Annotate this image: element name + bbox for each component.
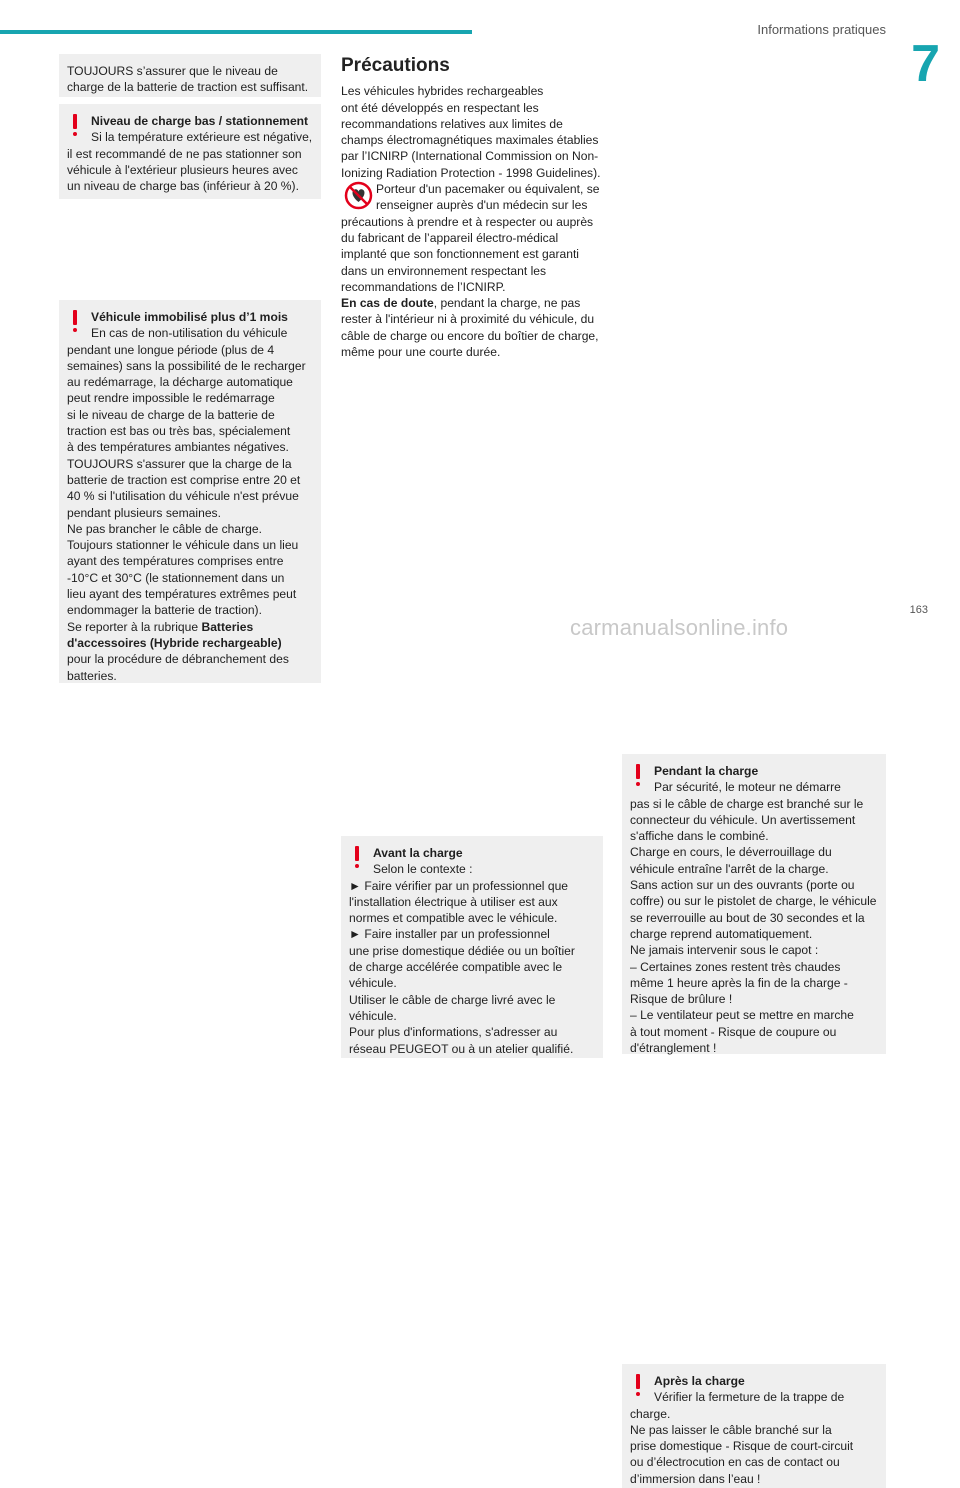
- text-line: pour la procédure de débranchement des: [67, 652, 289, 667]
- warning-box-low-charge: [59, 104, 321, 199]
- text-line: charge de la batterie de traction est suffisant.: [67, 80, 309, 95]
- text-line-with-ref: [67, 619, 313, 635]
- text-line: prise domestique - Risque de court-circuit: [630, 1439, 854, 1454]
- warning-box-before-charge: [341, 836, 603, 1058]
- text-line: Risque de brûlure !: [630, 992, 733, 1007]
- text-line: même 1 heure après la fin de la charge -: [630, 975, 848, 990]
- precautions-column: [341, 55, 603, 360]
- text-line: il est recommandé de ne pas stationner son: [67, 146, 302, 161]
- text-line: Porteur d'un pacemaker ou équivalent, se: [376, 182, 600, 197]
- text-line: réseau PEUGEOT ou à un atelier qualifié.: [349, 1041, 574, 1056]
- text-line: véhicule.: [349, 1008, 397, 1023]
- text-line: Charge en cours, le déverrouillage du: [630, 845, 832, 860]
- text-line: – Le ventilateur peut se mettre en marche: [630, 1008, 854, 1023]
- text-line: véhicule à l'extérieur plusieurs heures avec: [67, 162, 298, 177]
- warning-title: Pendant la charge: [654, 764, 759, 778]
- text-line: une prise domestique dédiée ou un boîtier: [349, 943, 575, 958]
- text-line: -10°C et 30°C (le stationnement dans un: [67, 570, 285, 585]
- text-line: pendant une longue période (plus de 4: [67, 342, 275, 357]
- text-line: – Certaines zones restent très chaudes: [630, 959, 841, 974]
- text-line: ayant des températures comprises entre: [67, 554, 284, 569]
- doubt-label: En cas de doute: [341, 296, 434, 311]
- warning-box-after-charge: [622, 1364, 886, 1488]
- page-number: 163: [909, 604, 928, 616]
- text-line: par l’ICNIRP (International Commission on Non-: [341, 149, 599, 164]
- text-line: lieu ayant des températures extrêmes peut: [67, 587, 297, 602]
- text-line: endommager la batterie de traction).: [67, 603, 262, 618]
- text-line: peut rendre impossible le redémarrage: [67, 391, 275, 406]
- text-line: coffre) ou sur le pistolet de charge, le véhicule: [630, 894, 877, 909]
- text-line: En cas de non-utilisation du véhicule: [91, 326, 288, 341]
- text-line: 40 % si l'utilisation du véhicule n'est prévue: [67, 489, 299, 504]
- exclamation-icon: [631, 764, 645, 790]
- warning-title: Après la charge: [654, 1374, 745, 1388]
- text-line: Les véhicules hybrides rechargeables: [341, 84, 544, 99]
- text-line: se reverrouille au bout de 30 secondes et la: [630, 910, 865, 925]
- text-line: Toujours stationner le véhicule dans un lieu: [67, 538, 299, 553]
- text-line: si le niveau de charge de la batterie de: [67, 407, 275, 422]
- text-line: Par sécurité, le moteur ne démarre: [654, 780, 841, 795]
- text-line: Ne pas brancher le câble de charge.: [67, 521, 262, 536]
- text-line: Vérifier la fermeture de la trappe de: [654, 1390, 845, 1405]
- text-line: normes et compatible avec le véhicule.: [349, 911, 558, 926]
- text-line: traction est bas ou très bas, spécialement: [67, 424, 291, 439]
- text-line: implanté que son fonctionnement est garanti: [341, 247, 579, 262]
- text-line: TOUJOURS s’assurer que le niveau de: [67, 64, 278, 78]
- text-line: batteries.: [67, 668, 117, 683]
- text-line: à tout moment - Risque de coupure ou: [630, 1024, 837, 1039]
- text-line: Si la température extérieure est négative,: [91, 130, 313, 145]
- text-line: ► Faire installer par un professionnel: [349, 927, 550, 942]
- text-line: champs électromagnétiques maximales établies: [341, 133, 599, 148]
- text-line: Ne pas laisser le câble branché sur la: [630, 1422, 832, 1437]
- text-line: charge reprend automatiquement.: [630, 926, 813, 941]
- text-line: pas si le câble de charge est branché sur le: [630, 796, 864, 811]
- text-line: TOUJOURS s'assurer que la charge de la: [67, 456, 292, 471]
- text-line: charge.: [630, 1406, 671, 1421]
- pacemaker-paragraph: [341, 181, 603, 295]
- text-span: Se reporter à la rubrique: [67, 619, 199, 634]
- text-line: l'installation électrique à utiliser est aux: [349, 894, 558, 909]
- section-reference: d'accessoires (Hybride rechargeable): [67, 635, 282, 650]
- text-line: véhicule.: [349, 976, 397, 991]
- text-line: câble de charge ou encore du boîtier de charge,: [341, 328, 599, 343]
- text-line: ou d’électrocution en cas de contact ou: [630, 1455, 840, 1470]
- text-line: batterie de traction est comprise entre 20 et: [67, 472, 301, 487]
- text-line: au redémarrage, la décharge automatique: [67, 375, 293, 390]
- text-line: semaines) sans la possibilité de le recharger: [67, 358, 306, 373]
- text-line: Selon le contexte :: [373, 862, 473, 877]
- info-box-charge-level: [59, 54, 321, 97]
- text-line: pendant plusieurs semaines.: [67, 505, 221, 520]
- text-line: rester à l'intérieur ni à proximité du véhicule, du: [341, 312, 595, 327]
- warning-title: Avant la charge: [373, 846, 463, 860]
- header-accent-bar: [0, 30, 472, 34]
- text-line: Pour plus d'informations, s'adresser au: [349, 1025, 558, 1040]
- text-line: Ne jamais intervenir sous le capot :: [630, 943, 819, 958]
- text-line: s'affiche dans le combiné.: [630, 829, 769, 844]
- text-line: Ionizing Radiation Protection - 1998 Guidelines).: [341, 165, 601, 180]
- exclamation-icon: [631, 1374, 645, 1400]
- text-line: ont été développés en respectant les: [341, 100, 539, 115]
- text-line: renseigner auprès d'un médecin sur les: [376, 198, 588, 213]
- text-span: , pendant la charge, ne pas: [433, 296, 581, 311]
- chapter-number: 7: [911, 35, 940, 93]
- text-line: d’immersion dans l’eau !: [630, 1471, 761, 1486]
- warning-title: Véhicule immobilisé plus d’1 mois: [91, 310, 288, 324]
- text-line: Sans action sur un des ouvrants (porte ou: [630, 878, 855, 893]
- section-title: Informations pratiques: [757, 22, 886, 37]
- exclamation-icon: [68, 114, 82, 140]
- text-line: ► Faire vérifier par un professionnel que: [349, 878, 569, 893]
- text-line: de charge accélérée compatible avec le: [349, 960, 563, 975]
- warning-box-during-charge: [622, 754, 886, 1054]
- text-line: d'étranglement !: [630, 1041, 717, 1056]
- text-line: véhicule entraîne l'arrêt de la charge.: [630, 861, 829, 876]
- warning-title: Niveau de charge bas / stationnement: [91, 114, 309, 128]
- heading-precautions: Précautions: [341, 55, 450, 76]
- text-line: à des températures ambiantes négatives.: [67, 440, 289, 455]
- exclamation-icon: [68, 310, 82, 336]
- section-reference: Batteries: [201, 619, 254, 634]
- warning-box-immobilized: [59, 300, 321, 683]
- text-line: Utiliser le câble de charge livré avec le: [349, 992, 556, 1007]
- text-line: précautions à prendre et à respecter ou auprès: [341, 214, 594, 229]
- text-line: un niveau de charge bas (inférieur à 20 %).: [67, 179, 299, 194]
- pacemaker-prohibited-icon: [344, 181, 373, 210]
- text-line-with-bold: [341, 295, 603, 311]
- text-line: du fabricant de l’appareil électro-médical: [341, 230, 559, 245]
- text-line: recommandations de l’ICNIRP.: [341, 279, 506, 294]
- text-line: dans un environnement respectant les: [341, 263, 547, 278]
- exclamation-icon: [350, 846, 364, 872]
- text-line: même pour une courte durée.: [341, 345, 501, 360]
- text-line: recommandations relatives aux limites de: [341, 116, 563, 131]
- text-line: connecteur du véhicule. Un avertissement: [630, 812, 856, 827]
- watermark: carmanualsonline.info: [570, 615, 789, 640]
